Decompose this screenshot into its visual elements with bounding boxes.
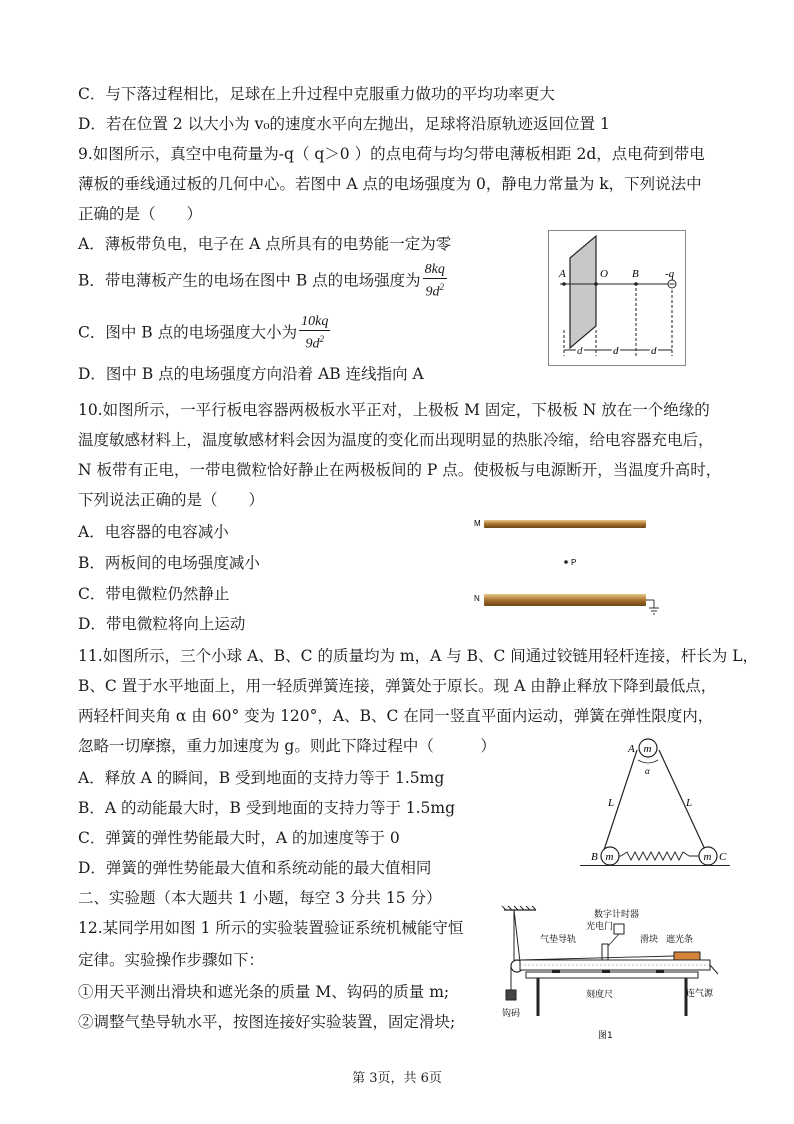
q8-option-c: C．与下落过程相比，足球在上升过程中克服重力做功的平均功率更大: [78, 85, 555, 103]
label-p: P: [571, 558, 577, 567]
label-weight: 钩码: [502, 1009, 521, 1019]
q9-option-b: [78, 262, 447, 301]
fraction-10kq: $\frac{10kq}{9d^2}$: [301, 314, 329, 352]
digital-timer: [614, 924, 624, 934]
q12-step-2: ②调整气垫导轨水平，按图连接好实验装置，固定滑块;: [78, 1013, 456, 1031]
q10-stem-1: 10.如图所示，一平行板电容器两极板水平正对，上极板 M 固定，下极板 N 放在一个绝缘的: [78, 401, 710, 419]
q9-figure: [548, 230, 686, 366]
q10-option-a: A．电容器的电容减小: [78, 523, 229, 541]
q9-option-c-text: C．图中 B 点的电场强度大小为: [78, 323, 298, 342]
weight-block: [506, 990, 516, 1000]
q9-option-c: [78, 314, 330, 353]
q11-option-b: B．A 的动能最大时，B 受到地面的支持力等于 1.5mg: [78, 799, 456, 817]
q12-figure: [490, 904, 722, 1044]
q11-figure: [580, 738, 730, 870]
q12-step-1: ①用天平测出滑块和遮光条的质量 M、钩码的质量 m;: [78, 983, 450, 1001]
label-m: M: [474, 519, 481, 528]
q9-option-a: A．薄板带负电，电子在 A 点所具有的电势能一定为零: [78, 235, 452, 253]
label-n: N: [474, 594, 480, 603]
particle-p: [564, 560, 568, 564]
q12-stem-2: 定律。实验操作步骤如下：: [78, 951, 265, 969]
q10-figure: [470, 510, 660, 620]
table-top: [526, 972, 698, 978]
label-a: A: [628, 743, 635, 755]
q10-stem-2: 温度敏感材料上，温度敏感材料会因为温度的变化而出现明显的热胀冷缩，给电容器充电后，: [78, 431, 714, 449]
label-caption: 图1: [598, 1031, 613, 1041]
q10-option-b: B．两板间的电场强度减小: [78, 554, 260, 572]
spring: [621, 852, 689, 860]
page-footer: 第 3页，共 6页: [352, 1071, 442, 1086]
q8-option-d: D．若在位置 2 以大小为 v₀的速度水平向左抛出，足球将沿原轨迹返回位置 1: [78, 115, 610, 133]
q9-option-d: D．图中 B 点的电场强度方向沿着 AB 连线指向 A: [78, 365, 424, 383]
label-slider: 滑块: [640, 935, 659, 945]
label-strip: 遮光条: [666, 935, 694, 945]
label-o: O: [600, 268, 608, 280]
label-c: C: [719, 851, 727, 863]
label-b: B: [632, 268, 639, 280]
svg-text:m: m: [703, 851, 712, 863]
q11-stem-4: 忽略一切摩擦，重力加速度为 g。则此下降过程中（ ）: [78, 737, 496, 755]
label-ruler: 刻度尺: [586, 990, 614, 1000]
q9-stem-3: 正确的是（ ）: [78, 205, 203, 223]
q9-stem-2: 薄板的垂线通过板的几何中心。若图中 A 点的电场强度为 0，静电力常量为 k，下列说法中: [78, 175, 702, 193]
q10-option-c: C．带电微粒仍然静止: [78, 585, 230, 603]
label-air: 连气源: [686, 989, 714, 999]
label-timer: 数字计时器: [594, 910, 640, 920]
label-d2: d: [613, 345, 619, 357]
label-d3: d: [651, 345, 657, 357]
rod-ac: [659, 750, 708, 856]
svg-text:m: m: [605, 851, 614, 863]
plate-m: [484, 520, 646, 528]
q9-option-b-text: B．带电薄板产生的电场在图中 B 点的电场强度为: [78, 271, 421, 290]
q11-stem-3: 两轻杆间夹角 α 由 60° 变为 120°，A、B、C 在同一竖直平面内运动，弹簧在弹性限度内，: [78, 707, 714, 725]
q12-stem-1: 12.某同学用如图 1 所示的实验装置验证系统机械能守恒: [78, 919, 464, 937]
q11-stem-1: 11.如图所示，三个小球 A、B、C 的质量均为 m，A 与 B、C 间通过铰链用轻杆连接，杆长为 L，: [78, 647, 759, 665]
slider: [674, 952, 700, 960]
q11-option-c: C．弹簧的弹性势能最大时，A 的加速度等于 0: [78, 829, 400, 847]
section-experiment-title: 二、实验题（本大题共 1 小题，每空 3 分共 15 分）: [78, 889, 442, 907]
label-alpha: α: [645, 766, 650, 776]
label-a: A: [559, 268, 566, 280]
plate-n: [484, 594, 646, 606]
label-l-right: L: [686, 797, 693, 809]
q11-option-d: D．弹簧的弹性势能最大值和系统动能的最大值相同: [78, 859, 432, 877]
label-rail: 气垫导轨: [540, 935, 577, 945]
label-l-left: L: [608, 797, 615, 809]
q10-option-d: D．带电微粒将向上运动: [78, 615, 246, 633]
q11-stem-2: B、C 置于水平地面上，用一轻质弹簧连接，弹簧处于原长。现 A 由静止释放下降到最低点，: [78, 677, 717, 695]
q10-stem-4: 下列说法正确的是（ ）: [78, 491, 265, 509]
q9-stem-1: 9.如图所示，真空中电荷量为-q（ q＞0 ）的点电荷与均匀带电薄板相距 2d，点电荷到带电: [78, 145, 705, 163]
fraction-8kq: $\frac{8kq}{9d^2}$: [424, 262, 445, 300]
q11-option-a: A．释放 A 的瞬间，B 受到地面的支持力等于 1.5mg: [78, 769, 445, 787]
label-q: -q: [665, 268, 675, 280]
label-gate: 光电门: [586, 922, 614, 932]
label-b: B: [591, 851, 598, 863]
svg-text:m: m: [643, 743, 652, 755]
label-d1: d: [577, 345, 583, 357]
q10-stem-3: N 板带有正电，一带电微粒恰好静止在两极板间的 P 点。使极板与电源断开，当温度升高时，: [78, 461, 722, 479]
